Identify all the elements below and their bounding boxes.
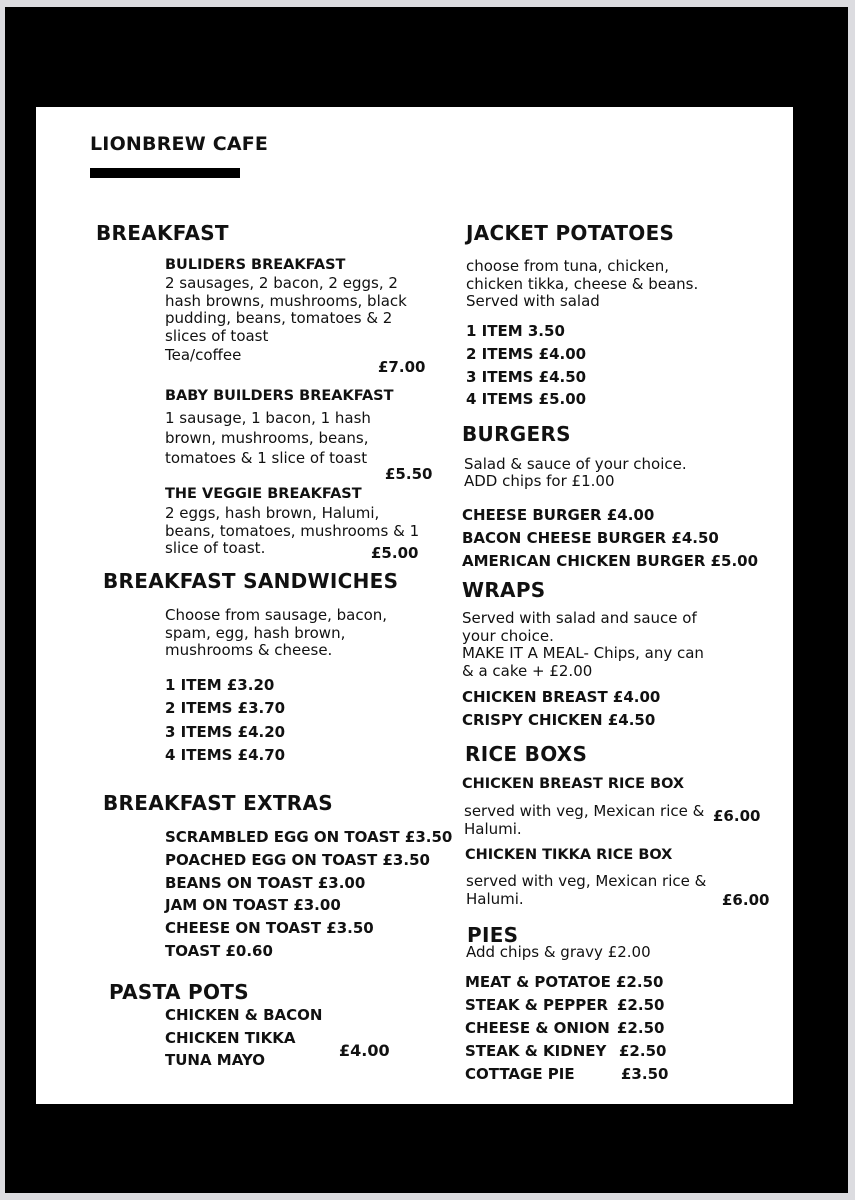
- item-name-veggie-breakfast: THE VEGGIE BREAKFAST: [165, 486, 362, 502]
- pie-name: CHEESE & ONION: [465, 1019, 610, 1037]
- section-heading-pies: PIES: [467, 923, 519, 947]
- pie-price: £2.50: [617, 996, 665, 1014]
- section-heading-breakfast-sandwiches: BREAKFAST SANDWICHES: [103, 569, 399, 593]
- extras-item: SCRAMBLED EGG ON TOAST £3.50: [165, 828, 453, 846]
- item-price-builders-breakfast: £7.00: [378, 358, 426, 376]
- burgers-add-chips: ADD chips for £1.00: [464, 472, 615, 490]
- extras-list: [165, 826, 452, 963]
- pie-name: COTTAGE PIE: [465, 1065, 575, 1083]
- section-heading-jacket-potatoes: JACKET POTATOES: [466, 221, 675, 245]
- burger-item: CHEESE BURGER £4.00: [462, 506, 655, 524]
- item-name-builders-breakfast: BULIDERS BREAKFAST: [165, 257, 346, 273]
- jacket-option: 4 ITEMS £5.00: [466, 390, 587, 409]
- pie-price: £2.50: [616, 973, 664, 991]
- extras-item: CHEESE ON TOAST £3.50: [165, 919, 374, 938]
- menu-page: [36, 107, 793, 1104]
- item-desc-baby-builders-breakfast: 1 sausage, 1 bacon, 1 hash brown, mushrooms, beans, tomatoes & 1 slice of toast: [165, 409, 371, 467]
- item-name-chicken-breast-rice-box: CHICKEN BREAST RICE BOX: [462, 776, 685, 792]
- section-heading-rice-boxs: RICE BOXS: [465, 742, 588, 766]
- pasta-item: TUNA MAYO: [165, 1051, 265, 1069]
- wrap-item: CRISPY CHICKEN £4.50: [462, 711, 656, 729]
- item-extra-builders-breakfast: Tea/coffee: [165, 346, 242, 364]
- title-underline-bar: [90, 168, 240, 178]
- sandwich-option: 3 ITEMS £4.20: [165, 722, 286, 741]
- extras-item: BEANS ON TOAST £3.00: [165, 873, 366, 892]
- section-heading-breakfast: BREAKFAST: [96, 221, 229, 245]
- item-name-baby-builders-breakfast: BABY BUILDERS BREAKFAST: [165, 388, 394, 404]
- burger-item: AMERICAN CHICKEN BURGER £5.00: [462, 551, 759, 570]
- jacket-option: 1 ITEM 3.50: [466, 322, 565, 340]
- pie-price: £2.50: [617, 1019, 665, 1037]
- pasta-item: CHICKEN & BACON: [165, 1006, 323, 1024]
- burgers-description: Salad & sauce of your choice.: [464, 455, 687, 473]
- jacket-description: choose from tuna, chicken, chicken tikka, cheese & beans. Served with salad: [466, 257, 699, 310]
- section-heading-pasta-pots: PASTA POTS: [109, 980, 249, 1004]
- pie-price: £2.50: [619, 1042, 667, 1060]
- cafe-title: LIONBREW CAFE: [90, 133, 269, 155]
- item-price-veggie-breakfast: £5.00: [371, 544, 419, 562]
- sandwich-option: 1 ITEM £3.20: [165, 676, 275, 694]
- item-desc-chicken-breast-rice-box: served with veg, Mexican rice & Halumi.: [464, 802, 705, 838]
- sandwiches-description: Choose from sausage, bacon, spam, egg, hash brown, mushrooms & cheese.: [165, 606, 388, 659]
- extras-item: POACHED EGG ON TOAST £3.50: [165, 850, 430, 869]
- item-desc-chicken-tikka-rice-box: served with veg, Mexican rice & Halumi.: [466, 872, 707, 908]
- pie-name: STEAK & KIDNEY: [465, 1042, 607, 1060]
- jacket-options-list: [466, 320, 586, 411]
- item-price-chicken-tikka-rice-box: £6.00: [722, 891, 770, 909]
- jacket-option: 2 ITEMS £4.00: [466, 344, 587, 363]
- burger-item: BACON CHEESE BURGER £4.50: [462, 528, 719, 547]
- burgers-list: [462, 504, 758, 572]
- pie-name: STEAK & PEPPER: [465, 996, 609, 1014]
- extras-item: JAM ON TOAST £3.00: [165, 896, 341, 915]
- pasta-list: [165, 1004, 322, 1072]
- wrap-item: CHICKEN BREAST £4.00: [462, 688, 661, 706]
- pie-name: MEAT & POTATOE: [465, 973, 611, 991]
- wraps-meal-deal: MAKE IT A MEAL- Chips, any can & a cake + £2.00: [462, 644, 704, 680]
- extras-item: TOAST £0.60: [165, 941, 273, 960]
- sandwiches-options-list: [165, 674, 285, 767]
- wraps-list: [462, 686, 660, 732]
- sandwich-option: 2 ITEMS £3.70: [165, 699, 286, 718]
- section-heading-burgers: BURGERS: [462, 422, 571, 446]
- pasta-price: £4.00: [339, 1041, 390, 1060]
- section-heading-wraps: WRAPS: [462, 578, 546, 602]
- item-price-chicken-breast-rice-box: £6.00: [713, 807, 761, 825]
- sandwich-option: 4 ITEMS £4.70: [165, 745, 286, 764]
- item-name-chicken-tikka-rice-box: CHICKEN TIKKA RICE BOX: [465, 847, 673, 863]
- item-desc-builders-breakfast: 2 sausages, 2 bacon, 2 eggs, 2 hash browns, mushrooms, black pudding, beans, tomatoes & 2 slices of toast: [165, 274, 407, 345]
- item-price-baby-builders-breakfast: £5.50: [385, 465, 433, 483]
- jacket-option: 3 ITEMS £4.50: [466, 367, 587, 386]
- pie-price: £3.50: [621, 1065, 669, 1083]
- wraps-description: Served with salad and sauce of your choice.: [462, 609, 697, 645]
- item-desc-veggie-breakfast: 2 eggs, hash brown, Halumi, beans, tomatoes, mushrooms & 1 slice of toast.: [165, 504, 420, 557]
- pasta-item: CHICKEN TIKKA: [165, 1028, 296, 1047]
- pies-note: Add chips & gravy £2.00: [466, 943, 651, 961]
- section-heading-breakfast-extras: BREAKFAST EXTRAS: [103, 791, 333, 815]
